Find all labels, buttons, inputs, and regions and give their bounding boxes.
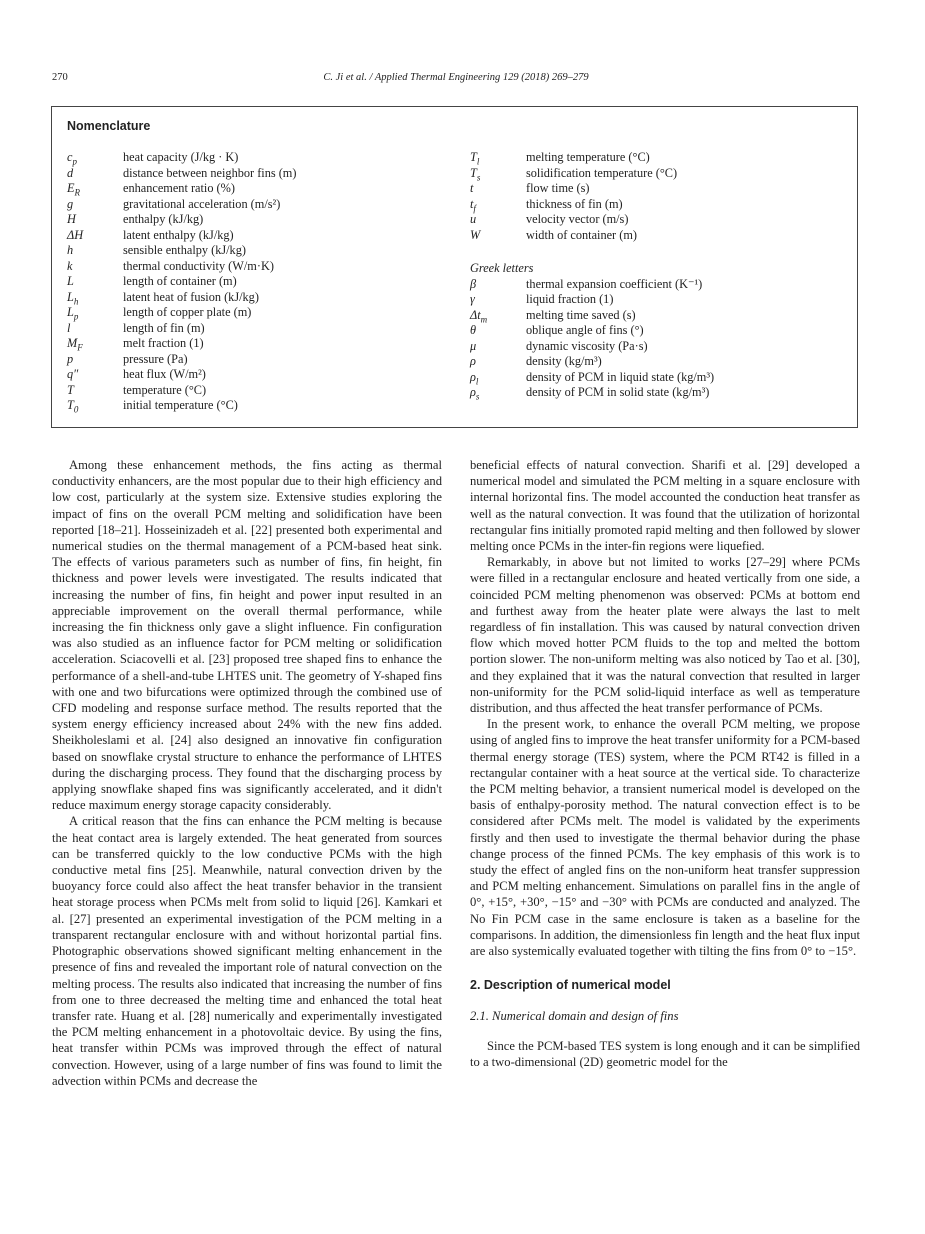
nomenclature-right-column: [470, 150, 850, 401]
nomenclature-definition: latent heat of fusion (kJ/kg): [123, 289, 259, 304]
nomenclature-entry: [67, 336, 447, 352]
nomenclature-entry: [470, 277, 850, 293]
nomenclature-symbol: $L_h$: [67, 289, 79, 306]
nomenclature-definition: melt fraction (1): [123, 336, 204, 350]
nomenclature-definition: thermal conductivity (W/m·K): [123, 258, 274, 273]
nomenclature-entry: [470, 323, 850, 339]
nomenclature-symbol: $M_F$: [67, 336, 83, 353]
nomenclature-entry: [67, 243, 447, 259]
nomenclature-entry: [67, 197, 447, 213]
nomenclature-entry: [470, 339, 850, 355]
nomenclature-symbol: l: [67, 320, 71, 335]
nomenclature-entry: [67, 305, 447, 321]
nomenclature-entry: [67, 290, 447, 306]
nomenclature-definition: distance between neighbor fins (m): [123, 165, 297, 180]
nomenclature-entry: [67, 321, 447, 337]
nomenclature-entry: [470, 150, 850, 166]
nomenclature-symbol: h: [67, 243, 74, 257]
nomenclature-symbol: ΔH: [67, 227, 84, 242]
nomenclature-definition: heat flux (W/m²): [123, 367, 206, 381]
greek-letters-heading: Greek letters: [470, 261, 534, 275]
nomenclature-symbol: H: [67, 212, 76, 226]
nomenclature-symbol: L: [67, 274, 74, 288]
nomenclature-definition: sensible enthalpy (kJ/kg): [123, 243, 246, 257]
nomenclature-entry: [67, 212, 447, 228]
nomenclature-definition: length of container (m): [123, 274, 237, 288]
nomenclature-box: [51, 106, 858, 428]
nomenclature-symbol: $\Delta t_m$: [470, 307, 488, 324]
nomenclature-symbol: q″: [67, 367, 79, 381]
nomenclature-definition: melting time saved (s): [526, 307, 636, 322]
nomenclature-symbol: d: [67, 165, 74, 180]
nomenclature-entry: [470, 181, 850, 197]
body-paragraph: Among these enhancement methods, the fins acting as thermal conductivity enhancers, are the most popular due to their high efficiency and low cost, particularly at the system size. Extensive studies exploring the impact of fins on the overall PCM melting and solidification have been reported [18–21]. Hosseinizadeh et al. [22] presented both experimental and numerical studies on the thermal management of a PCM-based heat sink. The effects of various parameters such as number of fins, fin height, fin thickness and power levels were investigated. The results indicated that increasing the number of fins, fin height and power input resulted in an appreciable improvement on the overall thermal performance, while increasing the fin thickness only gave a slight influence. Fin configuration was also studied as an influence factor for PCM melting or solidification acceleration. Sciacovelli et al. [23] proposed tree shaped fins to enhance the performance of a shell-and-tube LHTES unit. The geometry of Y-shaped fins with one and two bifurcations were optimized through the combined use of CFD modeling and response surface method. The results reported that the system energy efficiency increased about 24% with the new fins added. Sheikholeslami et al. [24] also designed an innovative fin configuration based on snowflake crystal structure to enhance the performance of LHTES during the discharging process. They found that the discharging process by applying snowflake shaped fins was significantly accelerated, and it didn't reduce maximum energy storage capacity considerably.: [52, 458, 442, 813]
nomenclature-entry: [470, 370, 850, 386]
nomenclature-definition: density of PCM in liquid state (kg/m³): [526, 369, 715, 384]
nomenclature-definition: oblique angle of fins (°): [526, 323, 644, 337]
nomenclature-entry: [470, 354, 850, 370]
nomenclature-symbol: β: [470, 276, 477, 291]
nomenclature-symbol: g⃗: [67, 196, 83, 211]
nomenclature-definition: thickness of fin (m): [526, 196, 623, 211]
nomenclature-symbol: $c_p$: [67, 150, 77, 167]
body-paragraph: beneficial effects of natural convection. Sharifi et al. [29] developed a numerical model and simulated the PCM melting in a square enclosure with internal horizontal fins. The model accounted the conduction heat transfer as well as the natural convection. It was found that the utilization of horizontal rectangular fins initially promoted rapid melting and then followed by slower melting once PCMs in the inter-fin regions were liquefied.: [470, 458, 860, 554]
nomenclature-definition: gravitational acceleration (m/s²): [123, 196, 281, 211]
nomenclature-definition: density of PCM in solid state (kg/m³): [526, 385, 710, 399]
running-header: [52, 72, 860, 88]
nomenclature-entry: [470, 197, 850, 213]
nomenclature-symbol: θ: [470, 323, 477, 337]
nomenclature-symbol: ρ: [470, 354, 476, 368]
nomenclature-definition: liquid fraction (1): [526, 292, 614, 306]
nomenclature-symbol: W: [470, 227, 481, 242]
nomenclature-definition: enthalpy (kJ/kg): [123, 212, 204, 226]
nomenclature-definition: flow time (s): [526, 181, 590, 195]
nomenclature-definition: velocity vector (m/s): [526, 212, 629, 226]
body-paragraph: Remarkably, in above but not limited to works [27–29] where PCMs were filled in a rectangular enclosure and heated vertically from one side, a coincided PCM melting phenomenon was observed: PCMs at bottom end and furthest away from the heater plate were always the last to melt regardless of fin installation. This was caused by natural convection driven flow which moved hotter PCM fluids to the top and melted the bottom portion slower. The non-uniform melting was also noticed by Tao et al. [30], and they explained that it was the natural convection that resulted in larger non-uniformity for the PCM solid-liquid interface as well as temperature distribution, and thus affected the heat transfer performance of PCMs.: [470, 555, 860, 716]
nomenclature-definition: temperature (°C): [123, 382, 207, 397]
nomenclature-symbol: k: [67, 258, 73, 273]
nomenclature-symbol: $E_R$: [67, 181, 81, 198]
nomenclature-title: Nomenclature: [67, 119, 151, 133]
nomenclature-entry: [470, 292, 850, 308]
nomenclature-symbol: $L_p$: [67, 305, 79, 322]
body-paragraph: In the present work, to enhance the overall PCM melting, we propose using of angled fins to improve the heat transfer uniformity for a PCM-based thermal energy storage (TES) system, where the PCM RT42 is filled in a rectangular container with a heat source at the vertical side. To characterize the PCM melting behavior, a transient numerical model is developed on the basis of enthalpy-porosity method. The natural convection effect is to be considered after PCMs melt. The model is validated by the experiments firstly and then used to investigate the thermal behavior during the phase change process of the finned PCMs. The key emphasis of this work is to study the effect of angled fins on the non-uniform heat transfer suppression and PCM melting enhancement. Simulations on parallel fins in the angle of 0°, +15°, +30°, −15° and −30° with PCMs are conducted and analyzed. The No Fin PCM case in the same enclosure is taken as a baseline for the comparisons. In addition, the dimensionless fin length and the heat flux input are also systemically evaluated together with tilting the fins from 0° to −15°.: [470, 717, 860, 959]
journal-citation: C. Ji et al. / Applied Thermal Engineering 129 (2018) 269–279: [323, 72, 589, 83]
nomenclature-entry: [470, 212, 850, 228]
nomenclature-definition: length of copper plate (m): [123, 305, 252, 319]
subsection-heading: 2.1. Numerical domain and design of fins: [470, 1008, 679, 1023]
nomenclature-definition: melting temperature (°C): [526, 150, 650, 164]
nomenclature-entry: [67, 181, 447, 197]
nomenclature-symbol: $\rho_s$: [470, 385, 480, 402]
nomenclature-entry: [67, 228, 447, 244]
nomenclature-entry: [67, 352, 447, 368]
nomenclature-entry: [470, 385, 850, 401]
nomenclature-entry: [67, 398, 447, 414]
nomenclature-symbol: μ: [470, 338, 477, 353]
nomenclature-definition: density (kg/m³): [526, 354, 602, 368]
nomenclature-left-column: [67, 150, 447, 414]
section-heading: 2. Description of numerical model: [470, 978, 671, 993]
nomenclature-definition: latent enthalpy (kJ/kg): [123, 227, 234, 242]
nomenclature-definition: width of container (m): [526, 227, 637, 242]
body-paragraph: A critical reason that the fins can enhance the PCM melting is because the heat contact area is largely extended. The heat generated from sources can be transferred quickly to the low conductive PCMs with the high conductive metal fins [25]. Meanwhile, natural convection driven by the buoyancy force could also affect the heat transfer behavior in the transient heat storage process when PCMs melt from solid to liquid [26]. Kamkari et al. [27] presented an experimental investigation of the PCM melting in a transparent rectangular enclosure with and without horizontal partial fins. Photographic observations showed significant melting enhancement in the presence of fins and revealed the important role of natural convection on the melting process. The results also indicated that increasing the number of fins from one to three decreased the melting time and enhanced the total heat transfer rate. Huang et al. [28] numerically and experimentally investigated the PCM melting enhancement in a photovoltaic device. By using the fins, heat transfer within PCMs was improved through the effect of natural convection. However, using of a large number of fins was found to limit the advection within PCMs and decrease the: [52, 814, 442, 1088]
nomenclature-symbol: $T_l$: [470, 150, 480, 167]
nomenclature-symbol: u⃗: [470, 212, 486, 226]
body-column-left: [52, 457, 442, 1089]
nomenclature-entry: [67, 383, 447, 399]
nomenclature-symbol: γ: [470, 292, 475, 306]
nomenclature-definition: thermal expansion coefficient (K⁻¹): [526, 276, 703, 291]
nomenclature-symbol: $t_f$: [470, 196, 476, 213]
nomenclature-symbol: t: [470, 181, 474, 195]
nomenclature-definition: enhancement ratio (%): [123, 181, 235, 195]
nomenclature-entry: [67, 150, 447, 166]
nomenclature-entry: [67, 166, 447, 182]
nomenclature-entry: [67, 367, 447, 383]
nomenclature-definition: dynamic viscosity (Pa·s): [526, 338, 648, 353]
nomenclature-entry: [470, 228, 850, 244]
nomenclature-symbol: T: [67, 382, 74, 397]
nomenclature-entry: [67, 274, 447, 290]
nomenclature-definition: initial temperature (°C): [123, 398, 238, 412]
body-column-right: [470, 457, 860, 1070]
nomenclature-definition: pressure (Pa): [123, 351, 188, 366]
nomenclature-symbol: $T_0$: [67, 398, 79, 415]
nomenclature-definition: length of fin (m): [123, 320, 205, 335]
nomenclature-entry: [67, 259, 447, 275]
nomenclature-symbol: $T_s$: [470, 165, 481, 182]
nomenclature-symbol: $\rho_l$: [470, 369, 479, 386]
nomenclature-symbol: p: [67, 351, 74, 366]
nomenclature-definition: heat capacity (J/kg · K): [123, 150, 239, 164]
nomenclature-definition: solidification temperature (°C): [526, 165, 678, 180]
page-number: 270: [52, 72, 68, 83]
nomenclature-entry: [470, 166, 850, 182]
body-paragraph: Since the PCM-based TES system is long enough and it can be simplified to a two-dimensional (2D) geometric model for the: [470, 1038, 860, 1069]
nomenclature-entry: [470, 308, 850, 324]
